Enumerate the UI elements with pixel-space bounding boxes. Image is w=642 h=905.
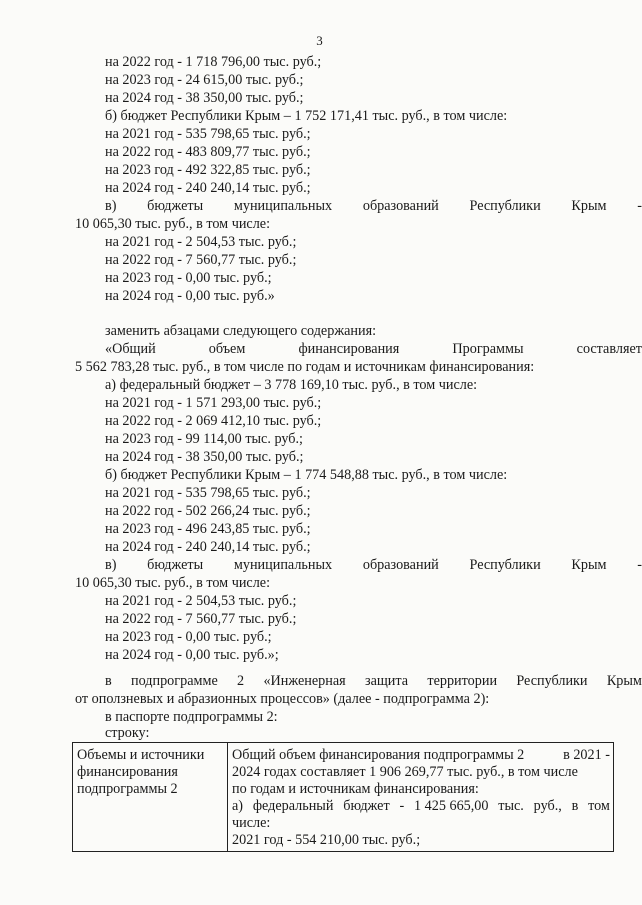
cell-line: [232, 747, 610, 764]
word: Республики: [469, 198, 541, 214]
word: в: [571, 798, 579, 814]
word: тыс.: [498, 798, 524, 814]
text-line: на 2023 год - 492 322,85 тыс. руб.;: [105, 162, 311, 178]
word: муниципальных: [233, 557, 333, 573]
word: подпрограмме: [131, 673, 218, 689]
word: бюджеты: [147, 557, 204, 573]
word: Крым: [571, 198, 607, 214]
word: Крым: [571, 557, 607, 573]
text-line: заменить абзацами следующего содержания:: [105, 323, 377, 339]
text-line: на 2024 год - 38 350,00 тыс. руб.;: [105, 90, 304, 106]
word: а): [232, 798, 244, 814]
word: в: [105, 673, 112, 689]
word: муниципальных: [233, 198, 333, 214]
municipal-budget-line: [105, 197, 642, 215]
cell-line: 2021 год - 554 210,00 тыс. руб.;: [232, 832, 421, 848]
text-line: на 2024 год - 38 350,00 тыс. руб.;: [105, 449, 304, 465]
subprogram-line: [105, 672, 642, 690]
text-line: на 2023 год - 496 243,85 тыс. руб.;: [105, 521, 311, 537]
text-line: на 2023 год - 0,00 тыс. руб.;: [105, 629, 272, 645]
word: -: [637, 557, 642, 573]
text-line: на 2022 год - 7 560,77 тыс. руб.;: [105, 252, 297, 268]
text-line: на 2023 год - 0,00 тыс. руб.;: [105, 270, 272, 286]
cell-text: Общий объем финансирования подпрограммы 2: [232, 747, 525, 763]
text-line: на 2021 год - 1 571 293,00 тыс. руб.;: [105, 395, 322, 411]
text-line: 10 065,30 тыс. руб., в том числе:: [75, 575, 271, 591]
word: Республики: [516, 673, 588, 689]
text-line: на 2021 год - 535 798,65 тыс. руб.;: [105, 126, 311, 142]
text-line: на 2022 год - 483 809,77 тыс. руб.;: [105, 144, 311, 160]
word: объем: [208, 341, 246, 357]
row-intro: строку:: [105, 725, 150, 741]
word: образований: [362, 198, 439, 214]
cell-line: по годам и источникам финансирования:: [232, 781, 479, 797]
cell-line: финансирования: [77, 764, 178, 780]
text-line: на 2021 год - 2 504,53 тыс. руб.;: [105, 593, 297, 609]
table-cell-value: [228, 743, 614, 852]
table-cell-label: [73, 743, 228, 852]
text-line: на 2024 год - 0,00 тыс. руб.»: [105, 288, 275, 304]
table-row: [73, 743, 614, 852]
text-line: б) бюджет Республики Крым – 1 774 548,88 тыс. руб., в том числе:: [105, 467, 508, 483]
word: руб.,: [533, 798, 562, 814]
word: составляет: [576, 341, 642, 357]
text-line: на 2021 год - 535 798,65 тыс. руб.;: [105, 485, 311, 501]
text-line: на 2022 год - 1 718 796,00 тыс. руб.;: [105, 54, 322, 70]
municipal-budget-line: [105, 556, 642, 574]
total-funding-line: [105, 340, 642, 358]
text-line: на 2024 год - 0,00 тыс. руб.»;: [105, 647, 279, 663]
text-line: на 2022 год - 2 069 412,10 тыс. руб.;: [105, 413, 322, 429]
word: в): [105, 198, 117, 214]
word: Республики: [469, 557, 541, 573]
text-line: на 2021 год - 2 504,53 тыс. руб.;: [105, 234, 297, 250]
page-number: 3: [316, 33, 323, 48]
word: бюджеты: [147, 198, 204, 214]
text-line: б) бюджет Республики Крым – 1 752 171,41 тыс. руб., в том числе:: [105, 108, 508, 124]
word: Программы: [452, 341, 524, 357]
text-line: в паспорте подпрограммы 2:: [105, 709, 278, 725]
text-line: от оползневых и абразионных процессов» (далее - подпрограмма 2):: [75, 691, 490, 707]
word: 1 425 665,00: [414, 798, 489, 814]
word: Крым: [606, 673, 642, 689]
cell-line: подпрограммы 2: [77, 781, 178, 797]
cell-text: в 2021 -: [563, 747, 610, 763]
text-line: на 2022 год - 502 266,24 тыс. руб.;: [105, 503, 311, 519]
text-line: на 2023 год - 99 114,00 тыс. руб.;: [105, 431, 303, 447]
passport-table: [72, 742, 614, 852]
word: бюджет: [343, 798, 390, 814]
text-line: на 2022 год - 7 560,77 тыс. руб.;: [105, 611, 297, 627]
word: 2: [237, 673, 245, 689]
word: финансирования: [298, 341, 400, 357]
text-line: на 2024 год - 240 240,14 тыс. руб.;: [105, 180, 311, 196]
cell-line: 2024 годах составляет 1 906 269,77 тыс. руб., в том числе: [232, 764, 578, 780]
word: -: [399, 798, 405, 814]
word: том: [588, 798, 610, 814]
word: «Инженерная: [263, 673, 346, 689]
word: защита: [364, 673, 409, 689]
text-line: 5 562 783,28 тыс. руб., в том числе по годам и источникам финансирования:: [75, 359, 535, 375]
text-line: на 2024 год - 240 240,14 тыс. руб.;: [105, 539, 311, 555]
text-line: на 2023 год - 24 615,00 тыс. руб.;: [105, 72, 304, 88]
cell-line: [77, 747, 224, 764]
cell-line: [232, 798, 610, 815]
cell-line: числе:: [232, 815, 271, 831]
word: -: [637, 198, 642, 214]
word: образований: [362, 557, 439, 573]
word: федеральный: [252, 798, 334, 814]
text-line: 10 065,30 тыс. руб., в том числе:: [75, 216, 271, 232]
word: территории: [427, 673, 498, 689]
word: в): [105, 557, 117, 573]
text-line: а) федеральный бюджет – 3 778 169,10 тыс. руб., в том числе:: [105, 377, 478, 393]
cell-text: Объемы и источники: [77, 747, 205, 763]
word: «Общий: [105, 341, 156, 357]
